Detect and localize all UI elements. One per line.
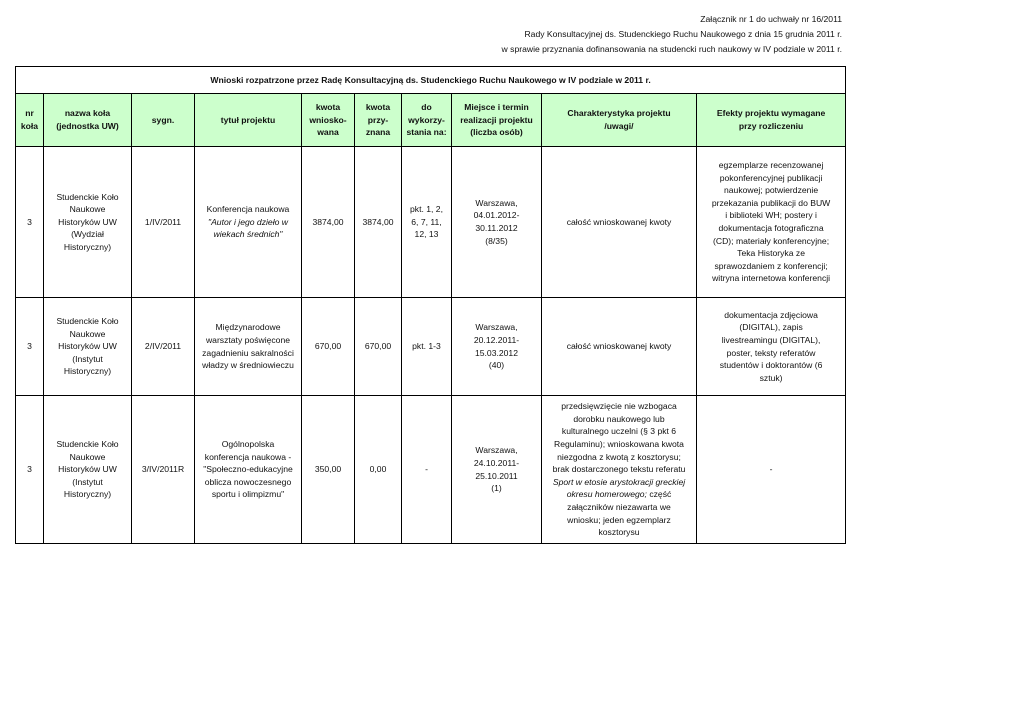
cell-line: przy rozliczeniu [738,121,804,131]
cell-line: poster, teksty referatów [726,347,816,358]
cell-line: (8/35) [485,235,508,246]
cell-line: Naukowe [69,451,106,462]
cell-line: pkt. 1-3 [412,341,441,352]
cell-kwota-prz: 3874,00 [355,147,402,298]
cell-line: zagadnieniu sakralności [202,347,294,358]
cell-line: Historyczny) [63,489,112,500]
cell-nr: 3 [16,298,44,396]
cell-line: wniosku; jeden egzemplarz [567,514,671,525]
document-header [502,12,842,57]
cell-line: nazwa koła [64,108,111,119]
cell-line: Miejsce i termin [464,102,529,113]
header-line-2: Rady Konsultacyjnej ds. Studenckiego Ruchu Naukowego z dnia 15 grudnia 2011 r. [524,29,842,39]
cell-line: do [421,102,432,113]
cell-line: (1) [491,483,502,494]
cell-line: Teka Historyka ze [737,248,805,259]
cell-line: sportu i olimpizmu" [211,489,285,500]
cell-line: (DIGITAL), zapis [739,322,803,333]
cell-do-wyk [402,298,452,396]
cell-line: wniosko- [309,114,347,125]
cell-line: realizacji projektu [460,114,533,125]
cell-line: nr [25,108,34,119]
cell-line: Naukowe [69,204,106,215]
cell-line: tytuł projektu [220,114,276,125]
cell-line: (Instytut [72,353,103,364]
cell-line: (Wydział [71,229,104,240]
cell-line: oblicza nowoczesnego [204,476,292,487]
cell-tytul [195,396,302,544]
table-caption: Wnioski rozpatrzone przez Radę Konsultacyjną ds. Studenckiego Ruchu Naukowego w IV podziale w 2011 r. [16,67,846,94]
cell-nazwa [44,396,132,544]
cell-line: egzemplarze recenzowanej [718,160,824,171]
cell-line: stania na: [406,127,447,138]
cell-line: /uwagi/ [604,121,634,131]
cell-charakt [542,147,697,298]
col-header-tytul [195,94,302,147]
cell-line: "Autor i jego dzieło w [208,216,288,227]
cell-line: Sport w etosie arystokracji greckiej [552,476,686,487]
cell-line: (jednostka UW) [56,121,119,131]
cell-sygn: 1/IV/2011 [132,147,195,298]
cell-line: dokumentacja zdjęciowa [724,309,818,320]
cell-line: - [769,464,773,475]
cell-line: Historyków UW [58,341,117,352]
cell-line: dorobku naukowego lub [573,413,665,424]
col-header-kwota-przyznana [355,94,402,147]
cell-line: Naukowe [69,328,106,339]
cell-line: całość wnioskowanej kwoty [566,216,672,227]
cell-line: sztuk) [759,372,783,383]
cell-line: Studenckie Koło [56,439,119,450]
col-header-sygn [132,94,195,147]
table-row [16,298,846,396]
cell-kwota-prz: 0,00 [355,396,402,544]
cell-line: 15.03.2012 [474,347,518,358]
cell-line: naukowej; potwierdzenie [724,185,819,196]
cell-line: (Instytut [72,476,103,487]
cell-charakt [542,396,697,544]
cell-line: 20.12.2011- [473,334,520,345]
cell-tytul [195,298,302,396]
header-line-1: Załącznik nr 1 do uchwały nr 16/2011 [700,14,842,24]
cell-line: Międzynarodowe [215,322,281,333]
cell-line: Warszawa, [475,197,518,208]
cell-line: i biblioteki WH; postery i [725,210,817,221]
cell-line: pkt. 1, 2, [410,204,443,215]
cell-line: Studenckie Koło [56,316,119,327]
cell-efekty [697,298,846,396]
cell-nr: 3 [16,396,44,544]
cell-line: kwota [365,102,391,113]
cell-charakt [542,298,697,396]
table-row [16,147,846,298]
col-header-nazwa [44,94,132,147]
cell-sygn: 2/IV/2011 [132,298,195,396]
cell-line: wykorzy- [408,114,445,125]
col-header-efekty [697,94,846,147]
cell-line: "Społeczno-edukacyjne [203,464,293,475]
cell-do-wyk [402,147,452,298]
cell-line: 24.10.2011- [473,457,520,468]
cell-line: Warszawa, [475,445,518,456]
cell-kwota-prz: 670,00 [355,298,402,396]
cell-miejsce [452,298,542,396]
cell-line: Historyczny) [63,241,112,252]
cell-line: kulturalnego uczelni (§ 3 pkt 6 [561,426,677,437]
cell-kwota-wn: 670,00 [302,298,355,396]
cell-line: 04.01.2012- [473,210,520,221]
cell-line: warsztaty poświęcone [205,334,291,345]
cell-line: witryna internetowa konferencji [712,273,831,284]
cell-line: przekazania publikacji do BUW [711,197,831,208]
cell-line: Historyków UW [58,216,117,227]
cell-line: (CD); materiały konferencyjne; [713,235,830,246]
cell-line: Regulaminu); wnioskowana kwota [554,439,684,450]
cell-line: koła [20,121,39,131]
cell-line: wiekach średnich" [213,229,283,240]
cell-line: (liczba osób) [470,127,523,138]
cell-kwota-wn: 3874,00 [302,147,355,298]
cell-line: Efekty projektu wymagane [716,108,826,119]
cell-line: sygn. [151,114,175,125]
cell-line: całość wnioskowanej kwoty [566,341,672,352]
col-header-do-wykorzystania [402,94,452,147]
cell-nazwa [44,298,132,396]
cell-line: okresu homerowego; część [566,489,672,500]
cell-efekty [697,147,846,298]
cell-line: livestreamingu (DIGITAL), [721,334,821,345]
col-header-kwota-wnioskowana [302,94,355,147]
cell-kwota-wn: 350,00 [302,396,355,544]
cell-line: pokonferencyjnej publikacji [719,172,823,183]
cell-line: brak dostarczonego tekstu referatu [552,464,686,475]
cell-line: 30.11.2012 [475,223,518,233]
cell-tytul [195,147,302,298]
cell-sygn: 3/IV/2011R [132,396,195,544]
cell-line: Charakterystyka projektu [567,108,671,119]
col-header-charakterystyka [542,94,697,147]
cell-do-wyk [402,396,452,544]
cell-line: wana [317,127,339,138]
cell-miejsce [452,147,542,298]
cell-line: załączników niezawarta we [567,501,671,512]
cell-line: przedsięwzięcie nie wzbogaca [561,401,677,412]
cell-line: Historyczny) [63,366,112,377]
cell-line: studentów i doktorantów (6 [719,360,823,371]
cell-line: 25.10.2011 [475,470,518,481]
cell-line: konferencja naukowa - [204,451,292,462]
cell-line: sprawozdaniem z konferencji; [714,260,828,271]
cell-line: Konferencja naukowa [206,204,290,215]
cell-line: 6, 7, 11, [411,216,442,227]
cell-nr: 3 [16,147,44,298]
cell-line: przy- [367,114,389,125]
cell-line: Studenckie Koło [56,191,119,202]
cell-line: (40) [488,360,505,371]
cell-line: kwota [315,102,341,113]
cell-nazwa [44,147,132,298]
cell-line: niezgodna z kwotą z kosztorysu; [557,451,681,462]
col-header-miejsce-termin [452,94,542,147]
header-line-3: w sprawie przyznania dofinansowania na studencki ruch naukowy w IV podziale w 2011 r. [501,44,842,54]
cell-line: 12, 13 [414,229,439,240]
table-row [16,396,846,544]
cell-efekty [697,396,846,544]
cell-line: Warszawa, [475,322,518,333]
applications-table [15,66,846,544]
cell-line: Historyków UW [58,464,117,475]
cell-miejsce [452,396,542,544]
cell-line: - [425,464,428,475]
cell-line: znana [365,127,391,138]
col-header-nr [16,94,44,147]
cell-line: kosztorysu [598,527,640,538]
cell-line: władzy w średniowieczu [202,360,294,371]
cell-line: Ogólnopolska [221,439,275,450]
cell-line: dokumentacja fotograficzna [718,223,824,233]
